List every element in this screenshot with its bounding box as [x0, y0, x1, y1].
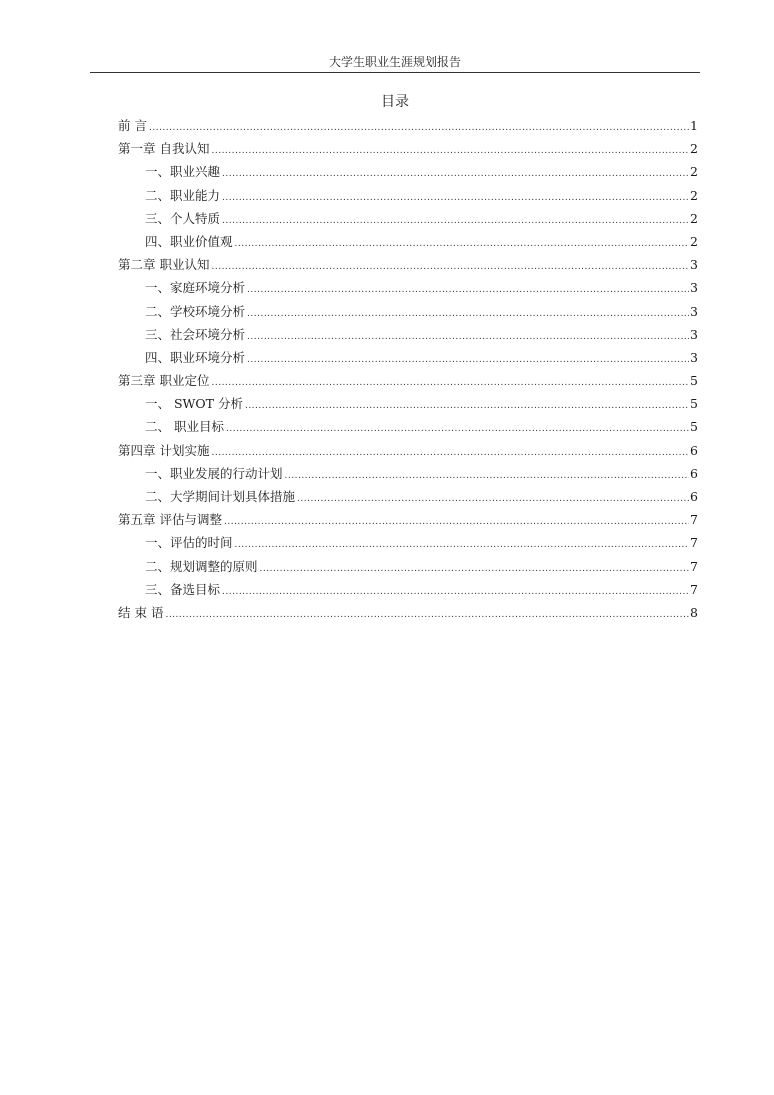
toc-entry-label: 第五章 评估与调整: [118, 512, 222, 528]
toc-dot-leader: [211, 258, 689, 276]
toc-page-number: 5: [690, 419, 698, 435]
toc-entry-label: 一、评估的时间: [145, 535, 233, 551]
toc-section-entry[interactable]: [118, 581, 698, 604]
toc-dot-leader: [149, 119, 689, 137]
toc-page-number: 5: [690, 396, 698, 412]
toc-entry-label: 第一章 自我认知: [118, 141, 210, 157]
toc-page-number: 8: [690, 604, 698, 620]
toc-chapter-entry[interactable]: [118, 117, 698, 140]
toc-entry-label: 四、职业环境分析: [145, 349, 246, 365]
toc-entry-label: 二、职业能力: [145, 187, 221, 203]
toc-dot-leader: [245, 397, 689, 415]
toc-page-number: 6: [690, 489, 698, 504]
toc-entry-label: 二、学校环境分析: [145, 303, 246, 319]
toc-chapter-entry[interactable]: [118, 604, 698, 627]
table-of-contents: [118, 117, 698, 627]
header-rule: [90, 72, 700, 73]
toc-page-number: 3: [690, 280, 698, 296]
toc-page-number: 2: [690, 233, 698, 249]
toc-dot-leader: [247, 351, 689, 369]
toc-dot-leader: [211, 444, 689, 462]
toc-entry-label: 第三章 职业定位: [118, 373, 210, 389]
toc-page-number: 1: [690, 118, 698, 133]
toc-entry-label: 三、个人特质: [145, 210, 221, 226]
toc-entry-label: 一、职业兴趣: [145, 164, 221, 180]
toc-entry-label: 第二章 职业认知: [118, 257, 210, 273]
toc-chapter-entry[interactable]: [118, 511, 698, 534]
running-header: 大学生职业生涯规划报告: [328, 55, 461, 69]
toc-dot-leader: [247, 305, 689, 323]
toc-section-entry[interactable]: [118, 279, 698, 302]
toc-dot-leader: [285, 467, 690, 485]
toc-page-number: 3: [690, 257, 698, 273]
toc-dot-leader: [224, 513, 689, 531]
toc-page-number: 3: [690, 303, 698, 319]
toc-page-number: 2: [690, 187, 698, 203]
toc-section-entry[interactable]: [118, 349, 698, 372]
toc-dot-leader: [211, 374, 689, 392]
toc-dot-leader: [222, 165, 689, 183]
toc-entry-label: 一、 SWOT 分析: [145, 396, 243, 412]
toc-dot-leader: [222, 583, 689, 601]
toc-entry-label: 三、社会环境分析: [145, 326, 246, 342]
toc-title: 目录: [381, 94, 409, 110]
toc-dot-leader: [211, 142, 689, 160]
toc-page-number: 3: [690, 326, 698, 342]
toc-section-entry[interactable]: [118, 187, 698, 210]
toc-section-entry[interactable]: [118, 326, 698, 349]
toc-entry-label: 二、规划调整的原则: [145, 558, 258, 574]
toc-page-number: 3: [690, 349, 698, 365]
toc-entry-label: 前 言: [118, 118, 147, 133]
toc-page-number: 7: [690, 581, 698, 597]
toc-entry-label: 四、职业价值观: [145, 233, 233, 249]
toc-section-entry[interactable]: [118, 303, 698, 326]
toc-page-number: 7: [690, 535, 698, 551]
toc-chapter-entry[interactable]: [118, 372, 698, 395]
toc-section-entry[interactable]: [118, 488, 698, 511]
toc-page-number: 6: [690, 465, 698, 481]
toc-dot-leader: [247, 328, 689, 346]
toc-dot-leader: [226, 420, 689, 438]
toc-dot-leader: [260, 560, 690, 578]
toc-dot-leader: [297, 490, 689, 508]
toc-dot-leader: [222, 212, 689, 230]
toc-section-entry[interactable]: [118, 163, 698, 186]
toc-section-entry[interactable]: [118, 465, 698, 488]
toc-section-entry[interactable]: [118, 233, 698, 256]
toc-dot-leader: [165, 606, 689, 624]
toc-entry-label: 一、家庭环境分析: [145, 280, 246, 296]
toc-section-entry[interactable]: [118, 558, 698, 581]
toc-section-entry[interactable]: [118, 210, 698, 233]
toc-chapter-entry[interactable]: [118, 442, 698, 465]
toc-page-number: 7: [690, 558, 698, 574]
toc-section-entry[interactable]: [118, 395, 698, 418]
toc-chapter-entry[interactable]: [118, 140, 698, 163]
toc-entry-label: 二、 职业目标: [145, 419, 224, 435]
toc-page-number: 7: [690, 512, 698, 528]
toc-section-entry[interactable]: [118, 418, 698, 441]
toc-chapter-entry[interactable]: [118, 256, 698, 279]
toc-entry-label: 一、职业发展的行动计划: [145, 465, 283, 481]
toc-page-number: 5: [690, 373, 698, 389]
toc-section-entry[interactable]: [118, 534, 698, 557]
toc-dot-leader: [247, 281, 689, 299]
toc-entry-label: 二、大学期间计划具体措施: [145, 489, 296, 504]
toc-page-number: 6: [690, 442, 698, 458]
toc-page-number: 2: [690, 210, 698, 226]
toc-page-number: 2: [690, 164, 698, 180]
toc-dot-leader: [235, 536, 690, 554]
toc-dot-leader: [235, 235, 690, 253]
toc-entry-label: 三、备选目标: [145, 581, 221, 597]
toc-page-number: 2: [690, 141, 698, 157]
toc-dot-leader: [222, 189, 689, 207]
toc-entry-label: 结 束 语: [118, 604, 164, 620]
toc-entry-label: 第四章 计划实施: [118, 442, 210, 458]
